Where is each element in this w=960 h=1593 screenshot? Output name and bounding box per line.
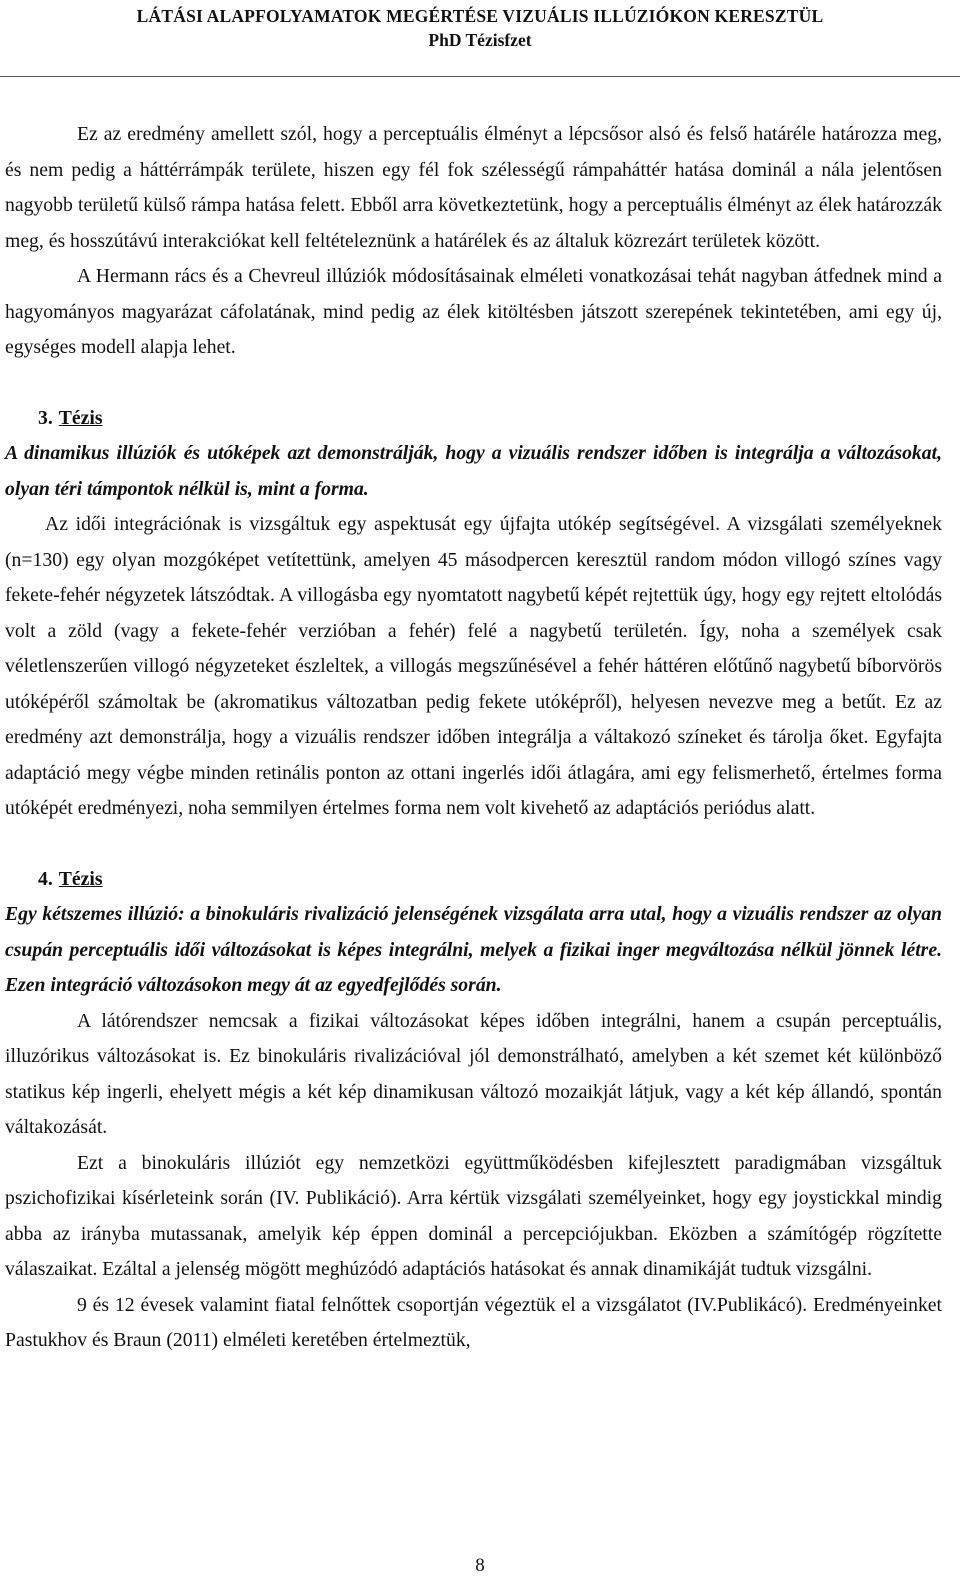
thesis-3-statement: A dinamikus illúziók és utóképek azt demonstrálják, hogy a vizuális rendszer időben is integrálja a változásokat, olyan téri támpontok nélkül is, mint a forma.	[5, 442, 942, 500]
thesis-4-number: 4.	[38, 867, 53, 890]
thesis-4-body-2: Ezt a binokuláris illúziót egy nemzetközi együttműködésben kifejlesztett paradigmában vizsgáltuk pszichofizikai kísérleteink során (IV. Publikáció). Arra kértük vizsgálati személyeinket, hogy egy joystickkal mindig abba az irányba mutassanak, amelyik kép éppen dominál a percepciójukban. Eközben a számítógép rögzítette válaszaikat. Ezáltal a jelenség mögött meghúzódó adaptációs hatásokat és annak dinamikáját tudtuk vizsgálni.	[5, 1151, 942, 1280]
page-number: 8	[475, 1555, 485, 1576]
thesis-4-body-1: A látórendszer nemcsak a fizikai változásokat képes időben integrálni, hanem a csupán perceptuális, illuzórikus változásokat is. Ez binokuláris rivalizációval jól demonstrálható, amelyben a két szemet két különböző statikus kép ingerli, ehelyett mégis a két kép dinamikusan változó mozaikját látjuk, vagy a két kép állandó, spontán váltakozását.	[5, 1009, 942, 1138]
thesis-3-label: Tézis	[58, 406, 103, 429]
thesis-4-body-3: 9 és 12 évesek valamint fiatal felnőttek csoportján végeztük el a vizsgálatot (IV.Publikácó). Eredményeinket Pastukhov és Braun (2011) elméleti keretében értelmeztük,	[5, 1293, 942, 1351]
header-subtitle: PhD Tézisfzet	[428, 30, 532, 50]
thesis-4-heading	[5, 862, 942, 898]
thesis-3-heading	[5, 401, 942, 437]
paragraph-hermann-chevreul: A Hermann rács és a Chevreul illúziók módosításainak elméleti vonatkozásai tehát nagyban átfednek mind a hagyományos magyarázat cáfolatának, mind pedig az élek kitöltésben játszott szerepének tekintetében, ami egy új, egységes modell alapja lehet.	[5, 265, 942, 358]
running-header	[0, 4, 960, 52]
header-title: LÁTÁSI ALAPFOLYAMATOK MEGÉRTÉSE VIZUÁLIS ILLÚZIÓKON KERESZTÜL	[136, 6, 824, 26]
thesis-4-statement: Egy kétszemes illúzió: a binokuláris rivalizáció jelenségének vizsgálata arra utal, hogy a vizuális rendszer az olyan csupán perceptuális idői változásokat is képes integrálni, melyek a fizikai inger megváltozása nélkül jönnek létre. Ezen integráció változásokon megy át az egyedfejlődés során.	[5, 903, 942, 996]
paragraph-edges: Ez az eredmény amellett szól, hogy a perceptuális élményt a lépcsősor alsó és felső határéle határozza meg, és nem pedig a háttérrámpák területe, hiszen egy fél fok szélességű rámpaháttér hatása dominál a nála jelentősen nagyobb területű külső rámpa hatása felett. Ebből arra következtetünk, hogy a perceptuális élményt az élek határozzák meg, és hosszútávú interakciókat kell feltételeznünk a határélek és az általuk közrezárt területek között.	[5, 123, 942, 252]
page-body	[5, 117, 942, 1359]
thesis-3-body: Az idői integrációnak is vizsgáltuk egy aspektusát egy újfajta utókép segítségével. A vizsgálati személyeknek (n=130) egy olyan mozgóképet vetítettünk, amelyen 45 másodpercen keresztül random módon villogó színes vagy fekete-fehér négyzetek látszódtak. A villogásba egy nyomtatott nagybetű képét rejtettük úgy, hogy egy rejtett eltolódás volt a zöld (vagy a fekete-fehér verzióban a fehér) felé a nagybetű területén. Így, noha a személyek csak véletlenszerűen villogó négyzeteket észleltek, a villogás megszűnésével a fehér háttéren előtűnő nagybetű bíborvörös utóképéről számoltak be (akromatikus változatban pedig fekete utóképről), helyesen nevezve meg a betűt. Ez az eredmény azt demonstrálja, hogy a vizuális rendszer időben integrálja a váltakozó színeket és tárolja őket. Egyfajta adaptáció megy végbe minden retinális ponton az ottani ingerlés idői átlagára, ami egy felismerhető, értelmes forma utóképét eredményezi, noha semmilyen értelmes forma nem volt kivehető az adaptációs periódus alatt.	[5, 513, 942, 819]
thesis-4-label: Tézis	[58, 867, 103, 890]
thesis-3-number: 3.	[38, 406, 53, 429]
header-divider	[0, 76, 960, 77]
